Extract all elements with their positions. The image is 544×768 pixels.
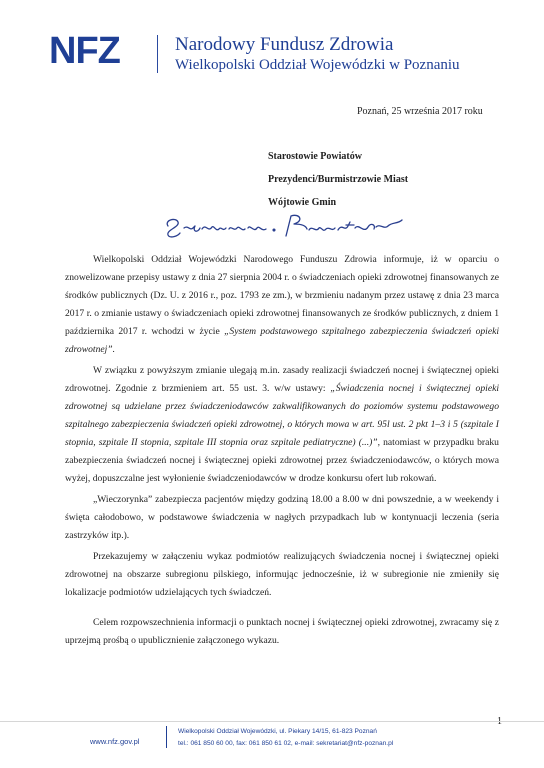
footer-divider: [0, 721, 544, 722]
paragraph-intro: [65, 251, 499, 359]
system-name-quote: „System podstawowego szpitalnego zabezpieczenia świadczeń opieki zdrowotnej”.: [65, 326, 500, 355]
footer-website-link[interactable]: www.nfz.gov.pl: [90, 737, 140, 746]
paragraph-changes-tail: natomiast w przypadku braku zabezpieczenia świadczeń nocnej i świątecznej opieki zdrowotnej przez świadczeniodawców, o których mowa wyżej, dopuszczalne jest wyłonienie świadczeniodawców w drodze konkursu ofert lub rokowań.: [65, 437, 499, 484]
paragraph-wieczorynka: „Wieczorynka” zabezpiecza pacjentów między godziną 18.00 a 8.00 w dni powszednie, a w weekendy i święta całodobowo, w podstawowe świadczenia w nagłych przypadkach lub w kontynuacji leczenia (seria zastrzyków itp.).: [65, 494, 499, 541]
letter-body: [65, 251, 499, 653]
footer-contact: tel.: 061 850 60 00, fax: 061 850 61 02, e-mail: sekretariat@nfz-poznan.pl: [178, 740, 394, 747]
letter-date: Poznań, 25 września 2017 roku: [357, 106, 483, 117]
addressee-starostowie: Starostowie Powiatów: [268, 151, 362, 162]
footer-separator: [166, 726, 167, 748]
footer-address: Wielkopolski Oddział Wojewódzki, ul. Piekary 14/15, 61-823 Poznań: [178, 728, 377, 735]
org-branch: Wielkopolski Oddział Wojewódzki w Poznaniu: [175, 57, 460, 73]
paragraph-attachment: Przekazujemy w załączeniu wykaz podmiotów realizujących świadczenia nocnej i świątecznej opieki zdrowotnej na obszarze subregionu pilskiego, informując jednocześnie, iż w subregionie nie zmieniły się lokalizacje podmiotów udzielających tych świadczeń.: [65, 551, 499, 598]
handwritten-salutation: [162, 208, 412, 242]
paragraph-request: Celem rozpowszechnienia informacji o punktach nocnej i świątecznej opieki zdrowotnej, zwracamy się z uprzejmą prośbą o upublicznienie załączonego wykazu.: [65, 617, 499, 646]
header-divider: [157, 35, 158, 73]
statute-quote: „Świadczenia nocnej i świątecznej opieki zdrowotnej są udzielane przez świadczeniodawców zakwalifikowanych do poziomów systemu podstawowego szpitalnego zabezpieczenia świadczeń opieki zdrowotnej, o których mowa w art. 95l ust. 2 pkt 1–3 i 5 (szpitale I stopnia, szpitale II stopnia, szpitale III stopnia oraz szpitale pediatryczne) (...)”,: [65, 383, 500, 448]
addressee-prezydenci: Prezydenci/Burmistrzowie Miast: [268, 174, 409, 185]
paragraph-changes: [65, 362, 499, 488]
addressee-wojtowie: Wójtowie Gmin: [268, 197, 337, 208]
paragraph-changes-text: W związku z powyższym zmianie ulegają m.in. zasady realizacji świadczeń nocnej i świątecznej opieki zdrowotnej. Zgodnie z brzmieniem art. 55 ust. 3. w/w ustawy:: [65, 365, 499, 394]
org-name: Narodowy Fundusz Zdrowia: [175, 34, 394, 55]
paragraph-intro-text: Wielkopolski Oddział Wojewódzki Narodowego Funduszu Zdrowia informuje, iż w oparciu o znowelizowane przepisy ustawy z dnia 27 sierpnia 2004 r. o świadczeniach opieki zdrowotnej finansowanych ze środków publicznych (Dz. U. z 2016 r., poz. 1793 ze zm.), w brzmieniu nadanym przez ustawę z dnia 23 marca 2017 r. o zmianie ustawy o świadczeniach opieki zdrowotnej finansowanych ze środków publicznych, z dniem 1 października 2017 r. wchodzi w życie: [65, 254, 499, 337]
nfz-logo: NFZ: [49, 30, 120, 72]
